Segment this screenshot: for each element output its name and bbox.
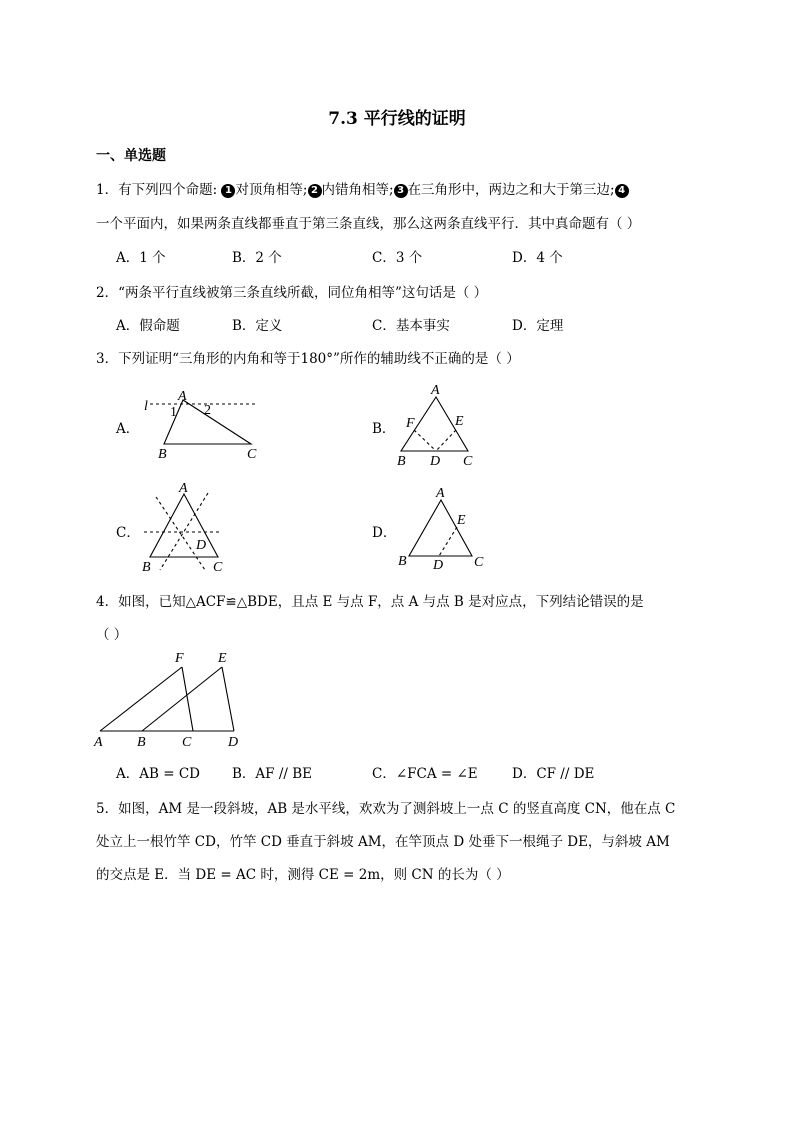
q1-option-c[interactable]: C．3 个 [372,250,423,266]
page-title: 7.3 平行线的证明 [328,109,466,129]
q4-option-b[interactable]: B．AF // BE [232,766,312,782]
figure-d-triangle [409,500,472,556]
proposition-2: 内错角相等; [321,182,394,198]
question-4-line-2: （ ） [96,627,128,643]
figure-b-dashed-ed [436,430,456,451]
figure-b-label-f: F [406,416,415,431]
question-5-line-1: 5．如图，AM 是一段斜坡，AB 是水平线，欢欢为了测斜坡上一点 C 的竖直高度 CN，他在点 C [96,801,676,817]
figure-b-dashed-fd [414,430,436,451]
q3-option-d[interactable]: D． [372,525,397,541]
figure-q4-line-ed [222,667,234,731]
question-1-stem: 1．有下列四个命题: [96,182,222,198]
question-4-line-1: 4．如图，已知△ACF≌△BDE，且点 E 与点 F，点 A 与点 B 是对应点，下列结论错误的是 [96,594,644,610]
figure-c-label-c: C [213,560,223,575]
figure-a-label-a: A [178,389,187,404]
figure-a-label-c: C [247,447,257,462]
figure-c-label-b: B [142,560,151,575]
figure-d-dashed-ed [439,527,457,556]
q2-option-d[interactable]: D．定理 [512,318,564,334]
question-5-line-3: 的交点是 E．当 DE = AC 时，测得 CE = 2m，则 CN 的长为（ ） [96,867,510,883]
figure-q4-line-fc [182,667,193,731]
figure-b-label-c: C [463,454,473,469]
circled-number-1: 1 [221,184,235,198]
section-heading: 一、单选题 [96,148,166,164]
figure-c-triangle [150,494,218,557]
q2-option-a[interactable]: A．假命题 [116,318,180,334]
figure-q4-line-be [142,667,222,731]
figure-c-dashed-line-2 [160,493,208,570]
figure-a-triangle [164,400,251,444]
figure-a-label-2: 2 [204,403,211,418]
question-3-line-1: 3．下列证明“三角形的内角和等于180°”所作的辅助线不正确的是（ ） [96,351,520,367]
question-1-line-2: 一个平面内，如果两条直线都垂直于第三条直线，那么这两条直线平行．其中真命题有（ ） [96,216,641,232]
question-2-line-1: 2．“两条平行直线被第三条直线所截，同位角相等”这句话是（ ） [96,285,488,301]
proposition-1: 对顶角相等; [235,182,308,198]
figure-q4-label-d: D [228,735,239,750]
figure-q4-label-c: C [182,735,192,750]
q4-option-d[interactable]: D．CF // DE [512,766,595,782]
q3-option-c[interactable]: C． [116,525,140,541]
q4-option-a[interactable]: A．AB = CD [116,766,200,782]
figure-q4-line-af [100,667,182,731]
q3-option-b[interactable]: B． [372,421,396,437]
question-1-line-1 [96,178,629,198]
figure-a-label-b: B [158,447,167,462]
figure-b-label-b: B [397,454,406,469]
q2-option-c[interactable]: C．基本事实 [372,318,450,334]
figure-a-label-l: l [144,399,148,414]
figure-a-label-1: 1 [170,405,177,420]
figure-b-triangle [401,397,468,451]
circled-number-3: 3 [394,184,408,198]
q1-option-a[interactable]: A．1 个 [116,250,166,266]
figure-d-label-e: E [457,513,466,528]
q1-option-d[interactable]: D．4 个 [512,250,563,266]
figure-c-dashed-line-1 [156,497,205,570]
circled-number-4: 4 [615,184,629,198]
proposition-3: 在三角形中，两边之和大于第三边; [407,182,615,198]
q2-option-b[interactable]: B．定义 [232,318,283,334]
q3-option-a[interactable]: A． [116,421,140,437]
figure-c-label-a: A [179,481,188,496]
figure-d-label-c: C [474,555,484,570]
figure-b-label-a: A [431,383,440,398]
figure-d-label-d: D [433,558,444,573]
figure-q4-label-e: E [218,651,227,666]
circled-number-2: 2 [308,184,322,198]
figure-b-label-e: E [455,414,464,429]
figure-c-label-d: D [196,538,207,553]
figure-d-label-a: A [436,486,445,501]
figure-q4-label-a: A [94,735,103,750]
q4-option-c[interactable]: C．∠FCA = ∠E [372,766,478,782]
figure-q4-label-f: F [175,651,184,666]
figure-d-label-b: B [398,554,407,569]
figure-q4-label-b: B [137,735,146,750]
figure-b-label-d: D [430,454,441,469]
question-5-line-2: 处立上一根竹竿 CD，竹竿 CD 垂直于斜坡 AM，在竿顶点 D 处垂下一根绳子 DE，与斜坡 AM [96,834,670,850]
q1-option-b[interactable]: B．2 个 [232,250,282,266]
